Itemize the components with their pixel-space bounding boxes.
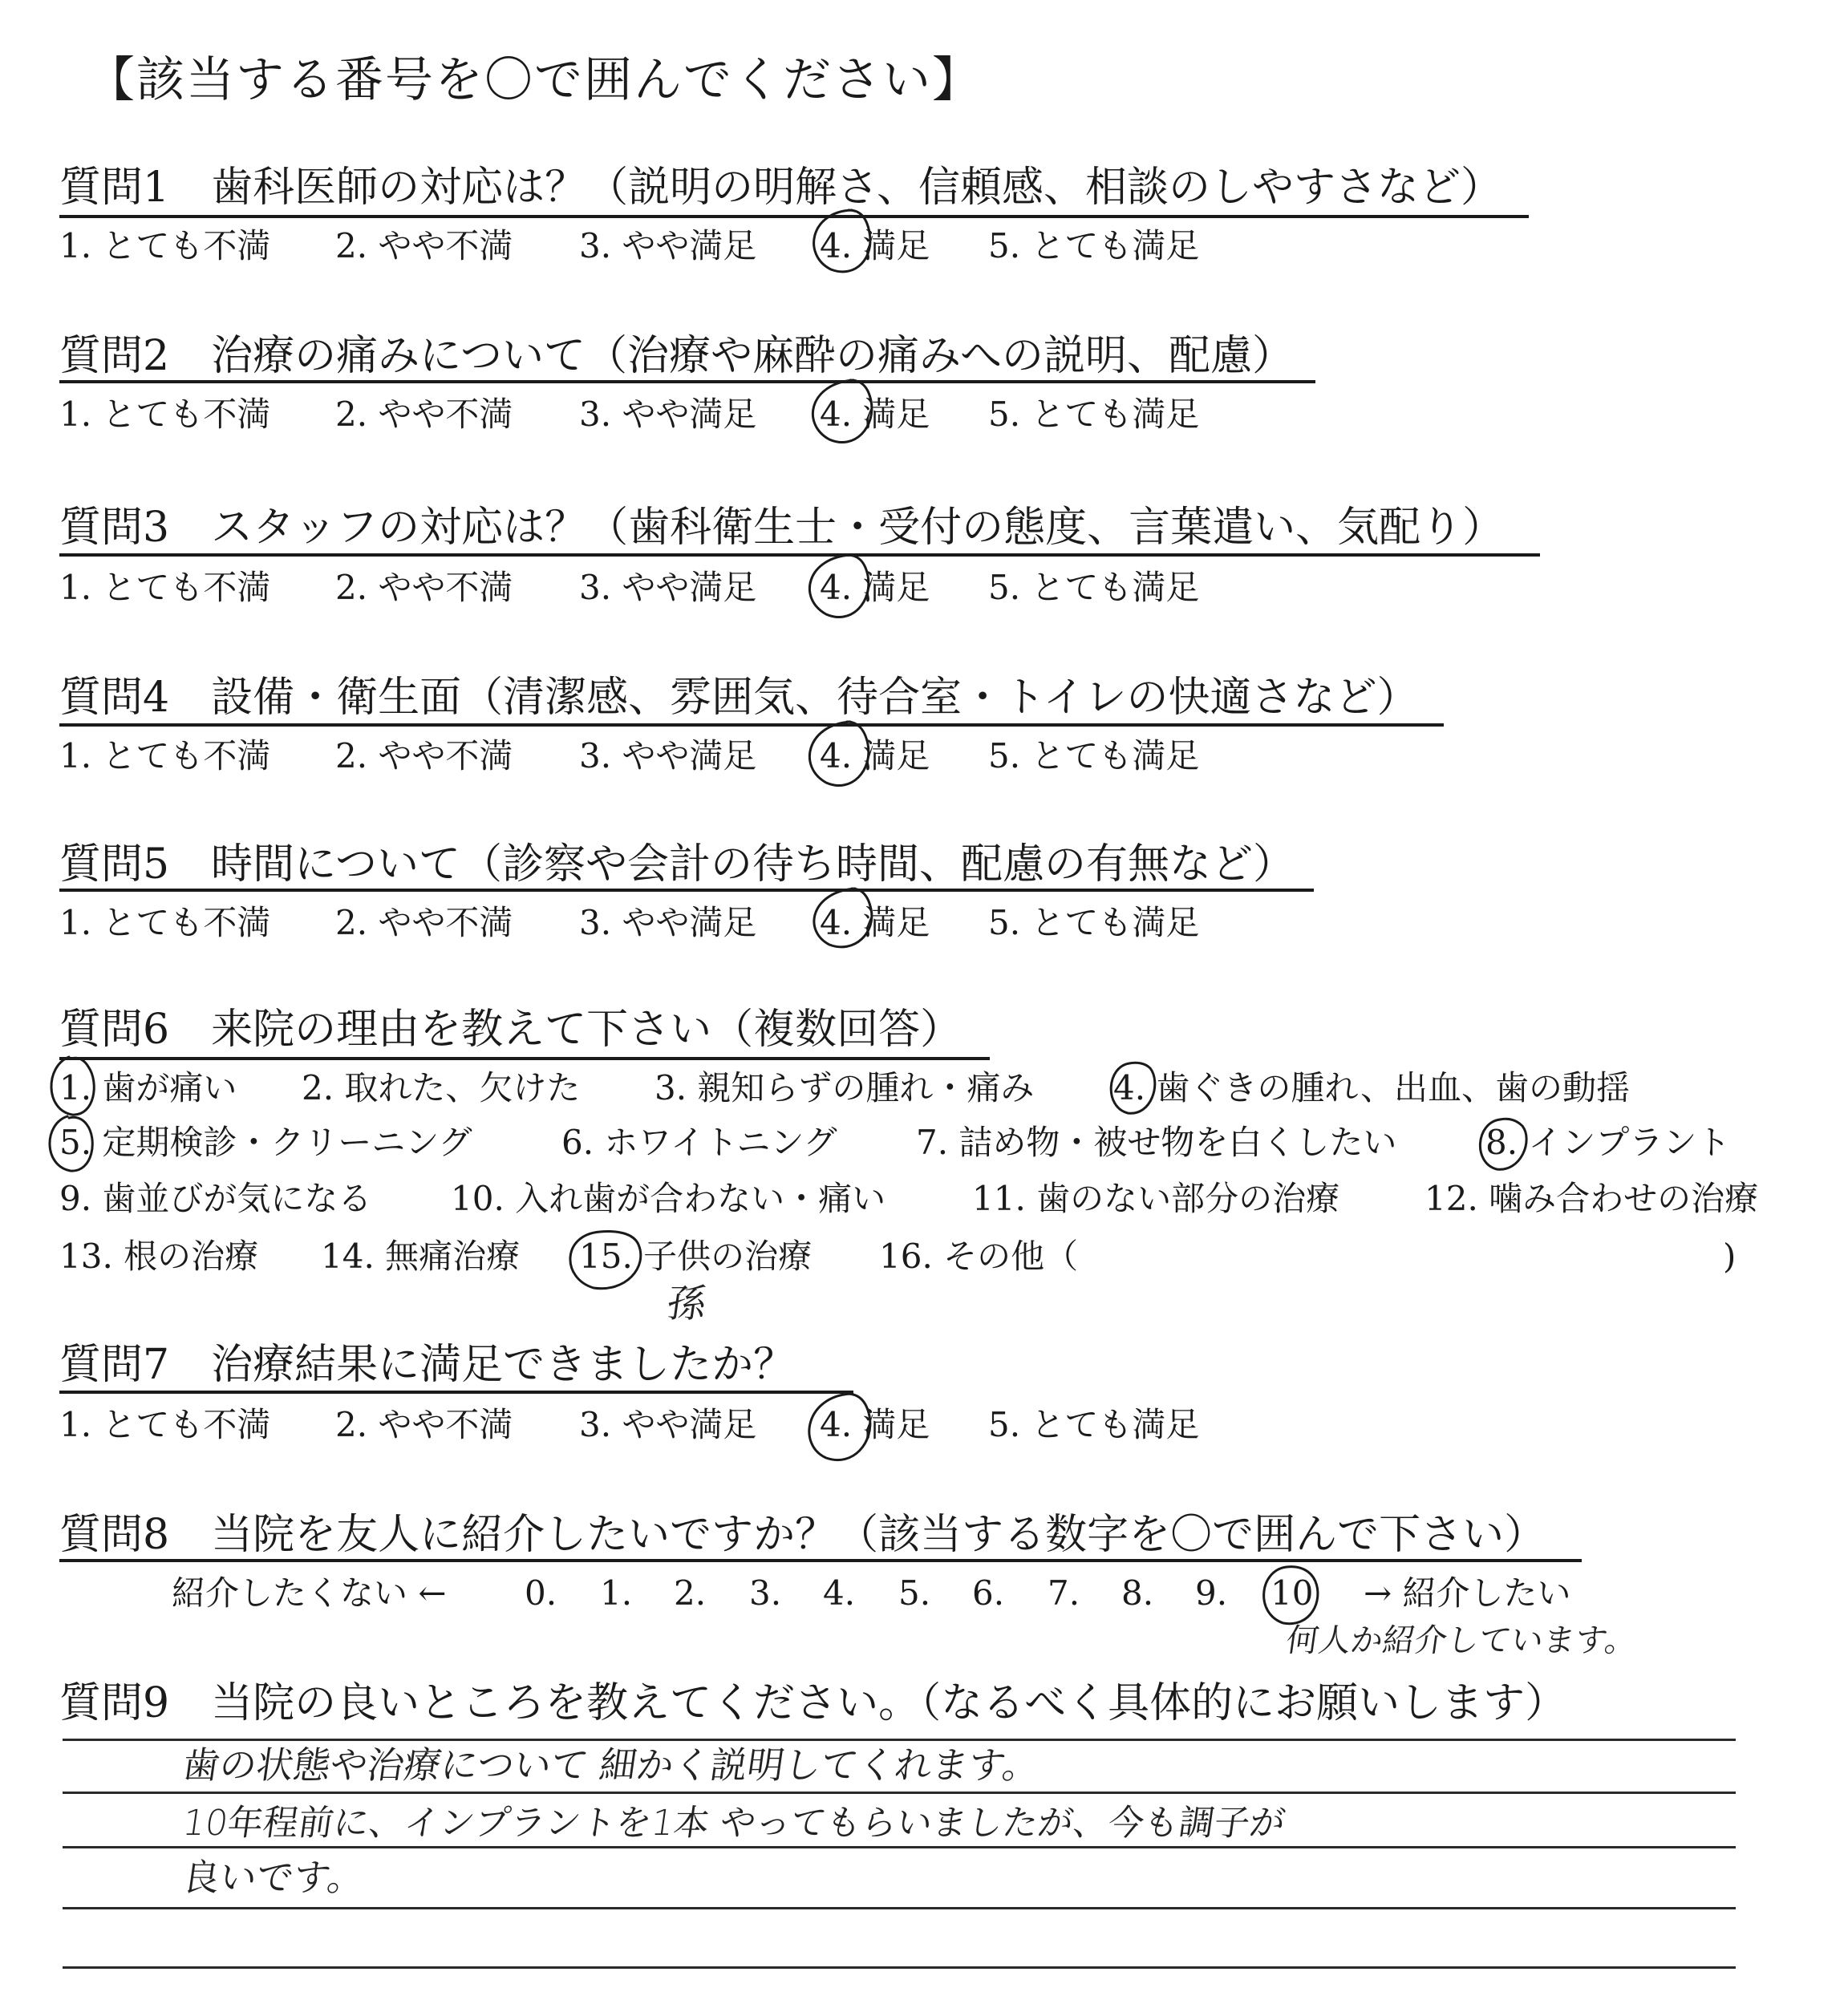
q6-option-8-selection-circle — [1480, 1119, 1526, 1169]
q6-option-3[interactable]: 3. 親知らずの腫れ・痛み — [654, 1068, 1035, 1107]
q8-option-0[interactable]: 0. — [525, 1573, 557, 1613]
q4-option-5[interactable]: 5. とても満足 — [988, 736, 1200, 775]
q6-handwritten-note: 孫 — [664, 1281, 709, 1326]
q6-option-4-selection-circle — [1111, 1063, 1155, 1113]
q6-option-16[interactable]: 16. その他（ — [879, 1237, 1079, 1276]
q6-option-15[interactable]: 15. 子供の治療 — [579, 1237, 813, 1276]
q6-option-10[interactable]: 10. 入れ歯が合わない・痛い — [451, 1179, 886, 1218]
q5-option-2[interactable]: 2. やや不満 — [335, 903, 513, 942]
q8-option-7[interactable]: 7. — [1048, 1573, 1080, 1613]
q2-option-2[interactable]: 2. やや不満 — [335, 395, 513, 434]
q1-selection-circle — [814, 210, 870, 272]
question-5-label: 質問5 時間について（診察や会計の待ち時間、配慮の有無など） — [59, 840, 1295, 889]
q3-option-5[interactable]: 5. とても満足 — [988, 568, 1200, 607]
q6-option-1-selection-circle — [51, 1057, 94, 1115]
q8-left-label: 紹介したくない ← — [172, 1573, 447, 1613]
q3-option-3[interactable]: 3. やや満足 — [579, 568, 757, 607]
question-4-label: 質問4 設備・衛生面（清潔感、雰囲気、待合室・トイレの快適さなど） — [59, 674, 1419, 722]
q9-answer-line-1: 歯の状態や治療について 細かく説明してくれます。 — [180, 1743, 1043, 1787]
question-9-label: 質問9 当院の良いところを教えてください。（なるべく具体的にお願いします） — [59, 1679, 1567, 1727]
q2-selection-circle — [813, 380, 871, 443]
question-6-label: 質問6 来院の理由を教えて下さい（複数回答） — [59, 1006, 962, 1054]
q6-option-4[interactable]: 4. 歯ぐきの腫れ、出血、歯の動揺 — [1113, 1068, 1630, 1107]
q8-option-6[interactable]: 6. — [972, 1573, 1005, 1613]
q1-option-2[interactable]: 2. やや不満 — [335, 226, 513, 265]
q3-option-4[interactable]: 4. 満足 — [820, 568, 930, 607]
q8-option-3[interactable]: 3. — [749, 1573, 782, 1613]
q6-option-5[interactable]: 5. 定期検診・クリーニング — [59, 1123, 472, 1162]
q6-option-6[interactable]: 6. ホワイトニング — [561, 1123, 837, 1162]
q4-option-1[interactable]: 1. とても不満 — [59, 736, 271, 775]
q1-option-4[interactable]: 4. 満足 — [820, 226, 930, 265]
q7-option-5[interactable]: 5. とても満足 — [988, 1405, 1200, 1444]
q6-option-15-selection-circle — [570, 1232, 641, 1289]
question-8-label: 質問8 当院を友人に紹介したいですか？（該当する数字を〇で囲んで下さい） — [59, 1511, 1546, 1559]
q6-option-8[interactable]: 8. インプラント — [1485, 1123, 1731, 1162]
q8-right-label: → 紹介したい — [1364, 1573, 1571, 1613]
q8-option-8[interactable]: 8. — [1121, 1573, 1154, 1613]
q6-option-9[interactable]: 9. 歯並びが気になる — [59, 1179, 372, 1218]
q7-option-1[interactable]: 1. とても不満 — [59, 1405, 271, 1444]
q8-option-2[interactable]: 2. — [674, 1573, 707, 1613]
question-3-label: 質問3 スタッフの対応は？（歯科衛生士・受付の態度、言葉遣い、気配り） — [59, 504, 1505, 552]
q6-option-12[interactable]: 12. 噛み合わせの治療 — [1424, 1179, 1759, 1218]
q8-handwritten-note: 何人か紹介しています。 — [1283, 1622, 1640, 1659]
q5-option-1[interactable]: 1. とても不満 — [59, 903, 271, 942]
q8-option-10[interactable]: 10 — [1270, 1573, 1314, 1613]
q4-option-2[interactable]: 2. やや不満 — [335, 736, 513, 775]
q5-option-4[interactable]: 4. 満足 — [820, 903, 930, 942]
q3-selection-circle — [809, 555, 868, 617]
q4-selection-circle — [809, 722, 868, 786]
q8-option-9[interactable]: 9. — [1195, 1573, 1228, 1613]
q2-option-1[interactable]: 1. とても不満 — [59, 395, 271, 434]
q9-answer-line-2: 10年程前に、インプラントを1本 やってもらいましたが、今も調子が — [180, 1803, 1288, 1844]
q6-option-5-selection-circle — [50, 1116, 92, 1171]
q4-option-3[interactable]: 3. やや満足 — [579, 736, 757, 775]
q6-option-7[interactable]: 7. 詰め物・被せ物を白くしたい — [916, 1123, 1397, 1162]
q4-option-4[interactable]: 4. 満足 — [820, 736, 930, 775]
q8-option-4[interactable]: 4. — [823, 1573, 856, 1613]
q7-option-2[interactable]: 2. やや不満 — [335, 1405, 513, 1444]
page-title: 【該当する番号を〇で囲んでください】 — [87, 52, 982, 108]
q5-option-5[interactable]: 5. とても満足 — [988, 903, 1200, 942]
q8-option-1[interactable]: 1. — [600, 1573, 633, 1613]
q7-option-4[interactable]: 4. 満足 — [820, 1405, 930, 1444]
q6-option-16-close: ) — [1723, 1237, 1737, 1276]
q2-option-4[interactable]: 4. 満足 — [820, 395, 930, 434]
q9-answer-line-3: 良いです。 — [180, 1856, 368, 1899]
q1-option-3[interactable]: 3. やや満足 — [579, 226, 757, 265]
q7-option-3[interactable]: 3. やや満足 — [579, 1405, 757, 1444]
q6-option-13[interactable]: 13. 根の治療 — [59, 1237, 259, 1276]
q3-option-1[interactable]: 1. とても不満 — [59, 568, 271, 607]
q5-selection-circle — [814, 889, 872, 947]
q6-option-11[interactable]: 11. 歯のない部分の治療 — [972, 1179, 1340, 1218]
q3-option-2[interactable]: 2. やや不満 — [335, 568, 513, 607]
q6-option-1[interactable]: 1. 歯が痛い — [59, 1068, 237, 1107]
q6-option-2[interactable]: 2. 取れた、欠けた — [302, 1068, 581, 1107]
q7-selection-circle — [809, 1394, 870, 1460]
question-1-label: 質問1 歯科医師の対応は？（説明の明解さ、信頼感、相談のしやすさなど） — [59, 164, 1503, 212]
q2-option-5[interactable]: 5. とても満足 — [988, 395, 1200, 434]
q1-option-1[interactable]: 1. とても不満 — [59, 226, 271, 265]
q5-option-3[interactable]: 3. やや満足 — [579, 903, 757, 942]
q8-option-5[interactable]: 5. — [898, 1573, 931, 1613]
q2-option-3[interactable]: 3. やや満足 — [579, 395, 757, 434]
q6-option-14[interactable]: 14. 無痛治療 — [321, 1237, 521, 1276]
question-7-label: 質問7 治療結果に満足できましたか？ — [59, 1341, 796, 1389]
q8-selection-circle — [1264, 1567, 1318, 1624]
question-2-label: 質問2 治療の痛みについて（治療や麻酔の痛みへの説明、配慮） — [59, 332, 1295, 380]
q1-option-5[interactable]: 5. とても満足 — [988, 226, 1200, 265]
